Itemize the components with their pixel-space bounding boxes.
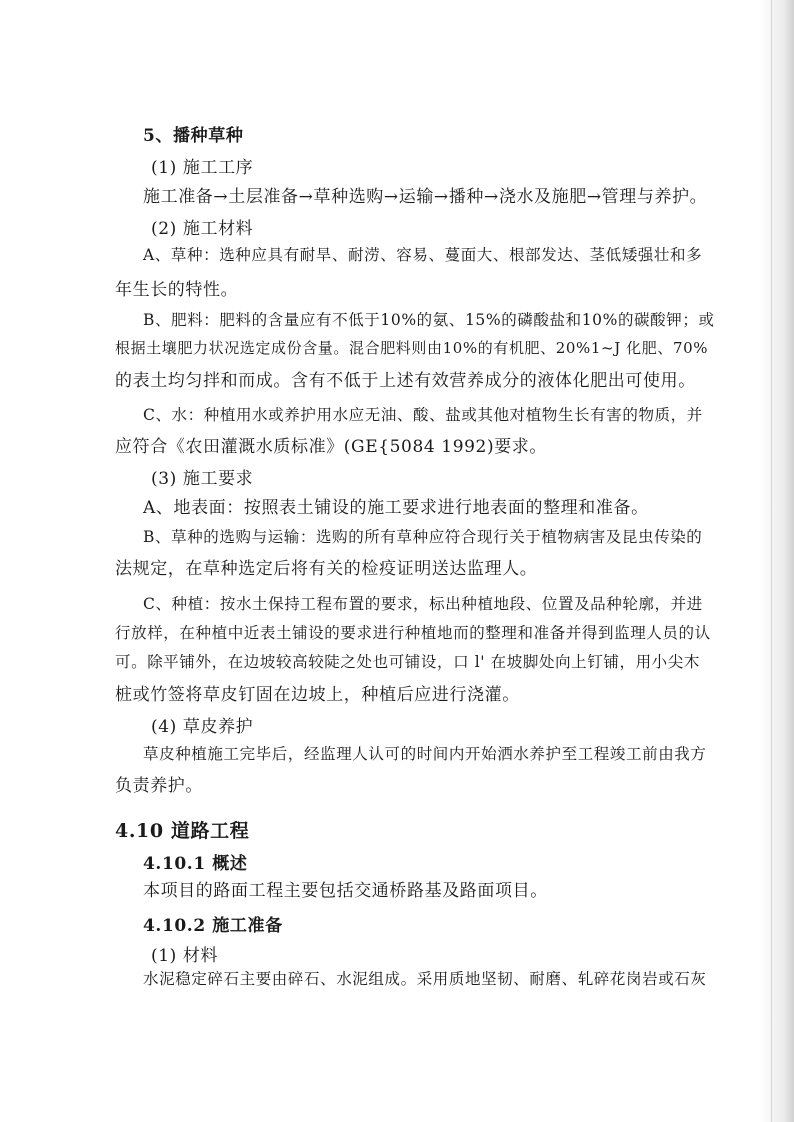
paragraph-line: A、草种：选种应具有耐旱、耐涝、容易、蔓面大、根部发达、茎低矮强壮和多 bbox=[143, 246, 703, 264]
paragraph-line: B、肥料：肥料的含量应有不低于10%的氨、15%的磷酸盐和10%的碳酸钾；或 bbox=[143, 311, 715, 329]
paragraph-line: 应符合《农田灌溉水质标准》(GE{5084 1992)要求。 bbox=[115, 437, 548, 457]
paragraph-line: 施工准备→土层准备→草种选购→运输→播种→浇水及施肥→管理与养护。 bbox=[143, 187, 708, 207]
paragraph-line: 行放样，在种植中近表土铺设的要求进行种植地而的整理和准备并得到监理人员的认 bbox=[115, 624, 711, 642]
subheading-materials-road: (1) 材料 bbox=[151, 946, 219, 966]
paragraph-line: 桩或竹签将草皮钉固在边坡上，种植后应进行浇灌。 bbox=[115, 685, 520, 705]
paragraph-line: 水泥稳定碎石主要由碎石、水泥组成。采用质地坚韧、耐磨、轧碎花岗岩或石灰 bbox=[143, 970, 707, 988]
paragraph-line: 根据土壤肥力状况选定成份含量。混合肥料则由10%的有机肥、20%1~J 化肥、70% bbox=[115, 339, 709, 357]
subsection-heading-preparation: 4.10.2 施工准备 bbox=[143, 916, 283, 936]
section-heading-road-works: 4.10 道路工程 bbox=[115, 820, 250, 842]
paragraph-line: 负责养护。 bbox=[115, 776, 203, 796]
paragraph-line: 年生长的特性。 bbox=[115, 280, 239, 300]
subheading-turf-care: (4) 草皮养护 bbox=[151, 717, 254, 737]
paragraph-line: B、草种的选购与运输：选购的所有草种应符合现行关于植物病害及昆虫传染的 bbox=[143, 528, 703, 546]
paragraph-line: 本项目的路面工程主要包括交通桥路基及路面项目。 bbox=[143, 881, 548, 901]
subheading-materials: (2) 施工材料 bbox=[151, 219, 254, 239]
paragraph-line: 的表土均匀拌和而成。含有不低于上述有效营养成分的液体化肥出可使用。 bbox=[115, 371, 696, 391]
paragraph-line: C、水：种植用水或养护用水应无油、酸、盐或其他对植物生长有害的物质，并 bbox=[143, 406, 703, 424]
subsection-heading-overview: 4.10.1 概述 bbox=[143, 854, 248, 874]
paragraph-line: 可。除平铺外，在边坡较高较陡之处也可铺设，口 l' 在坡脚处向上钉铺，用小尖木 bbox=[115, 653, 700, 671]
scan-edge-line bbox=[771, 0, 772, 1122]
subheading-requirements: (3) 施工要求 bbox=[151, 469, 254, 489]
paragraph-line: 法规定，在草种选定后将有关的检疫证明送达监理人。 bbox=[115, 559, 538, 579]
section-heading-sowing: 5、播种草种 bbox=[143, 126, 244, 146]
paragraph-line: 草皮种植施工完毕后，经监理人认可的时间内开始洒水养护至工程竣工前由我方 bbox=[143, 745, 707, 763]
paragraph-line: C、种植：按水土保持工程布置的要求，标出种植地段、位置及品种轮廓，并进 bbox=[143, 595, 703, 613]
scan-edge-shadow bbox=[760, 0, 794, 1122]
subheading-process: (1) 施工工序 bbox=[151, 158, 254, 178]
paragraph-line: A、地表面：按照表土铺设的施工要求进行地表面的整理和准备。 bbox=[143, 498, 649, 518]
